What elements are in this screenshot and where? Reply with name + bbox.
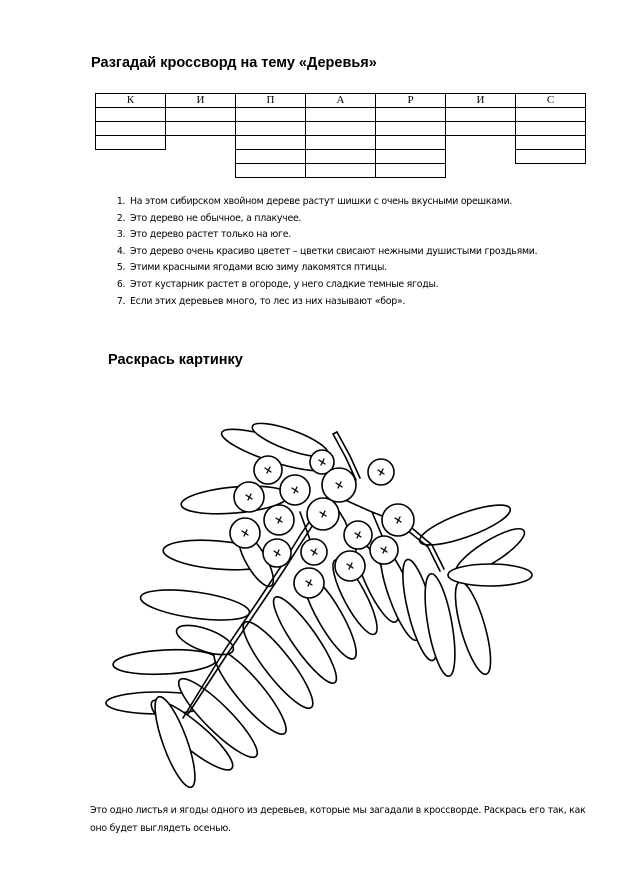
- clue-item: 3. Это дерево растет только на юге.: [128, 227, 537, 244]
- coloring-title: Раскрась картинку: [108, 352, 243, 368]
- instruction-note: Это одно листья и ягоды одного из деревьев, которые мы загадали в кроссворде. Раскрась его так, как оно будет выглядеть осенью.: [90, 805, 586, 834]
- crossword-letter-cell: К: [96, 94, 166, 108]
- crossword-letter-cell: С: [516, 94, 586, 108]
- crossword-letter-cell: Р: [376, 94, 446, 108]
- clue-item: 5. Этими красными ягодами всю зиму лакомятся птицы.: [128, 260, 537, 277]
- clue-item: 7. Если этих деревьев много, то лес из них называют «бор».: [128, 294, 537, 311]
- rowan-leaf: [448, 579, 498, 678]
- clue-item: 6. Этот кустарник растет в огороде, у него сладкие темные ягоды.: [128, 277, 537, 294]
- crossword-letter-cell: П: [236, 94, 306, 108]
- rowan-leaf: [139, 584, 252, 625]
- crossword-letter-cell: И: [166, 94, 236, 108]
- crossword-letter-cell: А: [306, 94, 376, 108]
- clue-item: 2. Это дерево не обычное, а плакучее.: [128, 211, 537, 228]
- clue-item: 1. На этом сибирском хвойном дереве растут шишки с очень вкусными орешками.: [128, 194, 537, 211]
- rowan-leaf: [448, 564, 532, 586]
- crossword-title: Разгадай кроссворд на тему «Деревья»: [91, 55, 377, 71]
- clue-item: 4. Это дерево очень красиво цветет – цветки свисают нежными душистыми гроздьями.: [128, 244, 537, 261]
- crossword-letter-cell: И: [446, 94, 516, 108]
- rowan-leaf: [112, 647, 217, 676]
